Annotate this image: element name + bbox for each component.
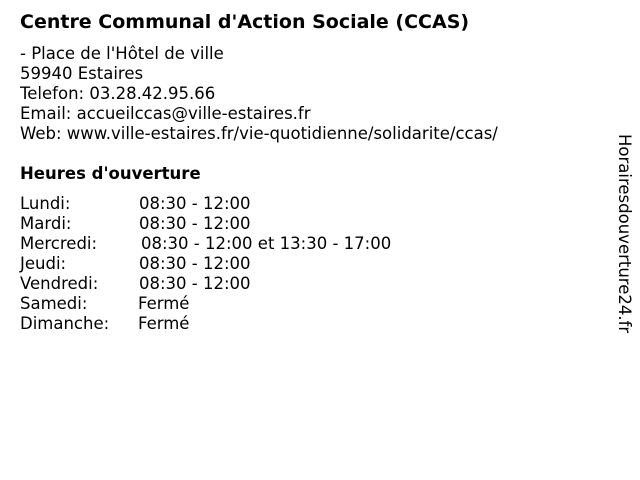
day-label: Vendredi: <box>20 274 99 293</box>
day-label: Samedi: <box>20 294 88 313</box>
day-label: Lundi: <box>20 194 71 213</box>
brand-text: Horairesdouverture24.fr <box>615 134 634 334</box>
street-address: - Place de l'Hôtel de ville <box>20 44 224 63</box>
day-label: Mercredi: <box>20 234 98 253</box>
day-hours: Fermé <box>138 314 190 333</box>
email-address: Email: accueilccas@ville-estaires.fr <box>20 104 311 123</box>
website-url: Web: www.ville-estaires.fr/vie-quotidienne/solidarite/ccas/ <box>20 124 498 143</box>
opening-hours-heading: Heures d'ouverture <box>20 164 201 183</box>
address-block <box>20 44 498 144</box>
day-label: Mardi: <box>20 214 72 233</box>
day-label: Dimanche: <box>20 314 110 333</box>
city: 59940 Estaires <box>20 64 144 83</box>
brand-watermark <box>612 134 636 344</box>
day-hours: 08:30 - 12:00 <box>139 254 251 273</box>
day-hours: 08:30 - 12:00 <box>139 194 251 213</box>
page-title: Centre Communal d'Action Sociale (CCAS) <box>20 11 470 33</box>
day-hours: 08:30 - 12:00 <box>139 274 251 293</box>
day-label: Jeudi: <box>20 254 67 273</box>
day-hours: 08:30 - 12:00 et 13:30 - 17:00 <box>141 234 392 253</box>
phone-number: Telefon: 03.28.42.95.66 <box>20 84 216 103</box>
day-hours: Fermé <box>138 294 190 313</box>
day-hours: 08:30 - 12:00 <box>139 214 251 233</box>
